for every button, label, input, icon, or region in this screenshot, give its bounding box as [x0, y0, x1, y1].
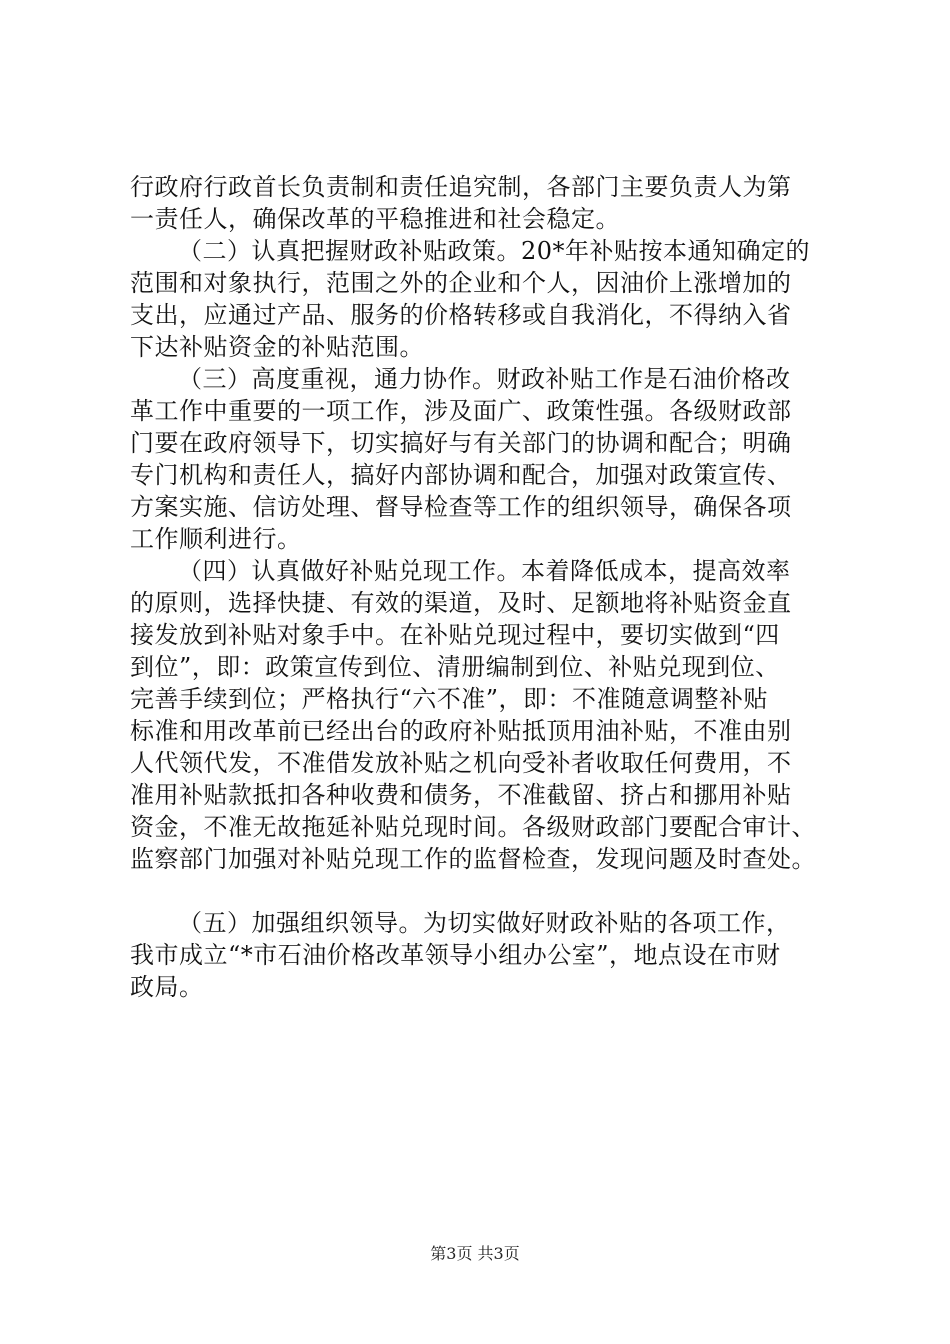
text-line: 门要在政府领导下，切实搞好与有关部门的协调和配合；明确 — [130, 429, 792, 457]
text-line: 完善手续到位；严格执行“六不准”，即：不准随意调整补贴 — [130, 685, 769, 713]
text-line: 革工作中重要的一项工作，涉及面广、政策性强。各级财政部 — [130, 397, 792, 425]
text-line: 标准和用改革前已经出台的政府补贴抵顶用油补贴，不准由别 — [130, 717, 792, 745]
text-line: 资金，不准无故拖延补贴兑现时间。各级财政部门要配合审计、 — [130, 813, 816, 841]
paragraph-4-start: （四）认真做好补贴兑现工作。本着降低成本，提高效率 — [178, 557, 791, 585]
paragraph-2-start: （二）认真把握财政补贴政策。20*年补贴按本通知确定的 — [178, 237, 811, 265]
text-line: 接发放到补贴对象手中。在补贴兑现过程中，要切实做到“四 — [130, 621, 780, 649]
paragraph-3-start: （三）高度重视，通力协作。财政补贴工作是石油价格改 — [178, 365, 791, 393]
text-line: 准用补贴款抵扣各种收费和债务，不准截留、挤占和挪用补贴 — [130, 781, 792, 809]
text-line: 下达补贴资金的补贴范围。 — [130, 333, 424, 361]
text-line: 工作顺利进行。 — [130, 525, 302, 553]
text-line: 方案实施、信访处理、督导检查等工作的组织领导，确保各项 — [130, 493, 792, 521]
text-line: 到位”，即：政策宣传到位、清册编制到位、补贴兑现到位、 — [130, 653, 780, 681]
text-line: 政局。 — [130, 973, 204, 1001]
text-line: 行政府行政首长负责制和责任追究制，各部门主要负责人为第 — [130, 173, 792, 201]
text-line: 支出，应通过产品、服务的价格转移或自我消化，不得纳入省 — [130, 301, 792, 329]
text-line: 人代领代发，不准借发放补贴之机向受补者收取任何费用，不 — [130, 749, 792, 777]
page-number-footer: 第3页 共3页 — [430, 1244, 520, 1263]
text-line: 专门机构和责任人，搞好内部协调和配合，加强对政策宣传、 — [130, 461, 792, 489]
text-line: 我市成立“*市石油价格改革领导小组办公室”，地点设在市财 — [130, 941, 781, 969]
paragraph-5-start: （五）加强组织领导。为切实做好财政补贴的各项工作， — [178, 909, 791, 937]
text-line: 的原则，选择快捷、有效的渠道，及时、足额地将补贴资金直 — [130, 589, 792, 617]
text-line: 监察部门加强对补贴兑现工作的监督检查，发现问题及时查处。 — [130, 845, 816, 873]
text-line: 范围和对象执行，范围之外的企业和个人，因油价上涨增加的 — [130, 269, 792, 297]
text-line: 一责任人，确保改革的平稳推进和社会稳定。 — [130, 205, 620, 233]
